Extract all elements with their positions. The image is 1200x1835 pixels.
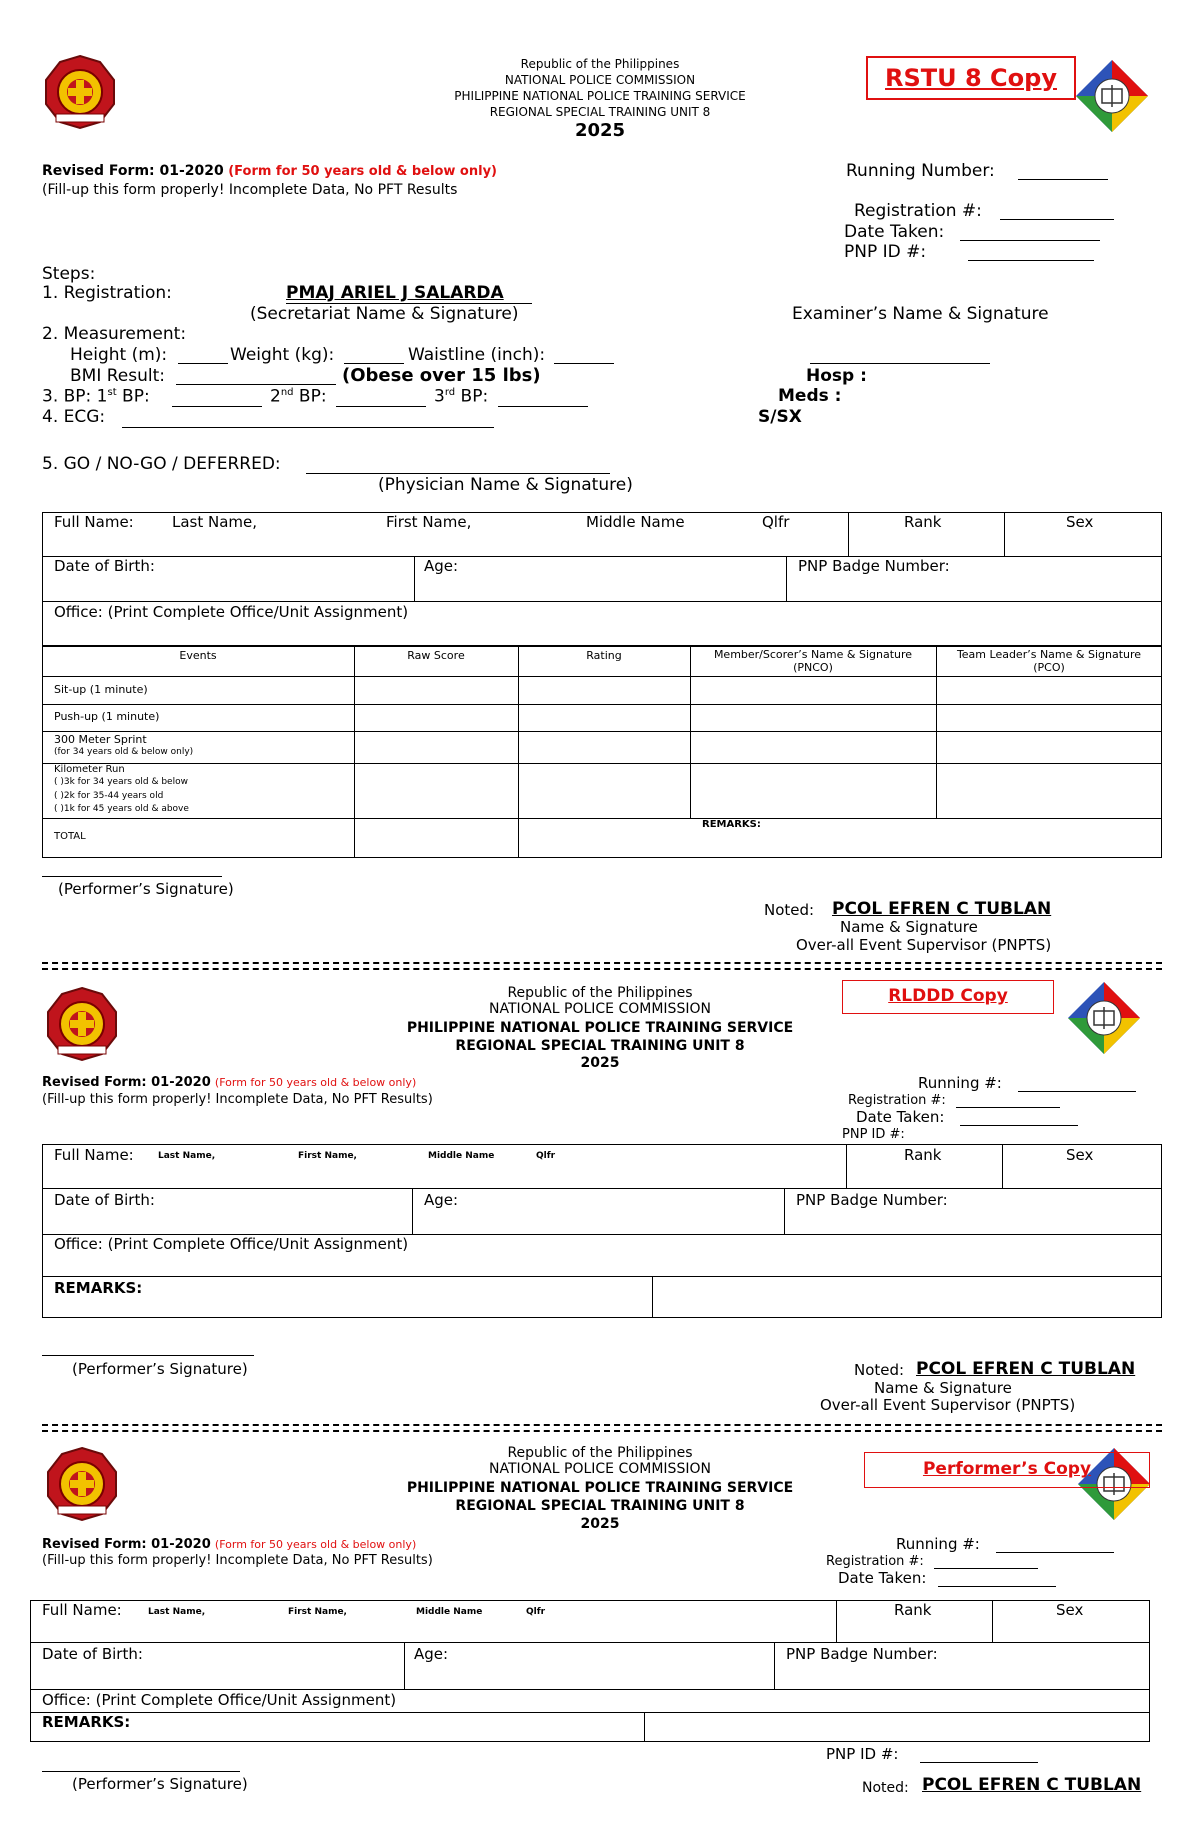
rstu-logo-icon: [1074, 58, 1150, 134]
qlfr-label: Qlfr: [762, 513, 790, 531]
office-label: Office: (Print Complete Office/Unit Assignment): [54, 1235, 409, 1253]
header-commission: NATIONAL POLICE COMMISSION: [489, 1461, 711, 1477]
event-total: TOTAL: [54, 831, 86, 842]
hosp-label: Hosp :: [806, 366, 867, 386]
step-registration: 1. Registration:: [42, 283, 172, 303]
height-label: Height (m):: [70, 345, 168, 365]
revised-label: Revised Form: 01-2020: [42, 1075, 211, 1090]
step-go-nogo: 5. GO / NO-GO / DEFERRED:: [42, 454, 281, 474]
rank-label: Rank: [904, 513, 942, 531]
revised-note: (Form for 50 years old & below only): [214, 1538, 417, 1551]
performer-signature: (Performer’s Signature): [72, 1360, 248, 1378]
weight-field[interactable]: [344, 363, 404, 364]
registration-label: Registration #:: [848, 1093, 946, 1108]
waistline-field[interactable]: [554, 363, 614, 364]
personal-info-table: [42, 1144, 1162, 1318]
first-name-label: First Name,: [288, 1607, 347, 1617]
first-name-label: First Name,: [386, 513, 472, 531]
pnp-id-field[interactable]: [920, 1762, 1038, 1763]
dob-label: Date of Birth:: [54, 557, 155, 575]
age-label: Age:: [414, 1645, 449, 1663]
physician-caption: (Physician Name & Signature): [378, 475, 633, 495]
badge-label: PNP Badge Number:: [796, 1191, 948, 1209]
divider-1: [42, 962, 1162, 970]
step-bp: [42, 388, 150, 406]
rstu-logo-icon: [1066, 980, 1142, 1056]
performer-signature-line[interactable]: [42, 1771, 240, 1772]
performer-signature-line[interactable]: [42, 1355, 254, 1356]
performer-signature-line[interactable]: [42, 876, 222, 877]
date-taken-field[interactable]: [960, 240, 1100, 241]
rstu-copy-stamp: RSTU 8 Copy: [866, 56, 1076, 100]
middle-name-label: Middle Name: [428, 1151, 495, 1161]
sex-label: Sex: [1066, 513, 1094, 531]
bp2-sup: nd: [280, 387, 294, 398]
bp1-bp: BP:: [122, 386, 150, 407]
revised-form: [42, 1076, 416, 1089]
office-label: Office: (Print Complete Office/Unit Assignment): [54, 603, 409, 621]
running-field[interactable]: [996, 1552, 1114, 1553]
running-number-field[interactable]: [1018, 179, 1108, 180]
dob-label: Date of Birth:: [42, 1645, 143, 1663]
dob-label: Date of Birth:: [54, 1191, 155, 1209]
team-leader-header: Team Leader’s Name & Signature (PCO): [956, 648, 1142, 675]
date-taken-label: Date Taken:: [856, 1108, 945, 1126]
height-field[interactable]: [178, 363, 228, 364]
go-nogo-field[interactable]: [306, 473, 610, 474]
secretariat-name: PMAJ ARIEL J SALARDA: [286, 283, 504, 303]
bmi-label: BMI Result:: [70, 366, 166, 386]
raw-score-header: Raw Score: [407, 649, 465, 662]
age-label: Age:: [424, 1191, 459, 1209]
weight-label: Weight (kg):: [230, 345, 335, 365]
bp1-sup: st: [107, 387, 117, 398]
rating-header: Rating: [586, 649, 622, 662]
revised-note: (Form for 50 years old & below only): [228, 164, 497, 179]
divider-2: [42, 1424, 1162, 1432]
qlfr-label: Qlfr: [536, 1151, 556, 1161]
event-pushup: Push-up (1 minute): [54, 710, 160, 723]
personal-info-table: [30, 1600, 1150, 1742]
qlfr-label: Qlfr: [526, 1607, 546, 1617]
bp1-label: 3. BP: 1: [42, 386, 108, 407]
ssx-label: S/SX: [758, 407, 802, 427]
pnp-id-label: PNP ID #:: [826, 1745, 899, 1763]
header-republic: Republic of the Philippines: [520, 57, 680, 71]
events-table: [42, 646, 1162, 858]
bmi-field[interactable]: [176, 384, 336, 385]
date-taken-label: Date Taken:: [844, 222, 945, 242]
event-sprint: 300 Meter Sprint: [54, 733, 147, 746]
noted-caption-name: Name & Signature: [874, 1379, 1012, 1397]
events-remarks: REMARKS:: [702, 819, 761, 830]
bp3-text: [434, 388, 488, 406]
performer-signature: (Performer’s Signature): [72, 1775, 248, 1793]
ecg-field[interactable]: [122, 427, 494, 428]
date-taken-field[interactable]: [938, 1586, 1056, 1587]
revised-form: [42, 164, 497, 178]
date-taken-field[interactable]: [960, 1125, 1078, 1126]
bp2-bp: BP:: [298, 386, 327, 407]
noted-label: Noted:: [862, 1780, 909, 1796]
running-number-label: Running Number:: [846, 161, 995, 181]
header-unit: REGIONAL SPECIAL TRAINING UNIT 8: [489, 105, 711, 119]
pnp-id-field[interactable]: [968, 260, 1094, 261]
registration-label: Registration #:: [826, 1554, 924, 1569]
header-commission: NATIONAL POLICE COMMISSION: [489, 1001, 711, 1017]
bp3-field[interactable]: [498, 406, 588, 407]
waistline-label: Waistline (inch):: [408, 345, 546, 365]
bp1-field[interactable]: [172, 406, 262, 407]
event-run-3k: ( )3k for 34 years old & below: [54, 777, 188, 787]
last-name-label: Last Name,: [158, 1151, 216, 1161]
obese-note: (Obese over 15 lbs): [342, 365, 541, 386]
running-label: Running #:: [918, 1074, 1002, 1092]
noted-caption-supervisor: Over-all Event Supervisor (PNPTS): [796, 936, 1052, 954]
performer-signature: (Performer’s Signature): [58, 880, 234, 898]
registration-field[interactable]: [956, 1107, 1060, 1108]
revised-form: [42, 1538, 416, 1551]
full-name-label: Full Name:: [54, 513, 134, 531]
rank-label: Rank: [904, 1146, 942, 1164]
event-situp: Sit-up (1 minute): [54, 683, 148, 696]
step-measurement: 2. Measurement:: [42, 324, 187, 344]
pnp-logo-icon: [44, 1446, 120, 1522]
running-field[interactable]: [1018, 1091, 1136, 1092]
age-label: Age:: [424, 557, 459, 575]
bp2-field[interactable]: [336, 406, 426, 407]
badge-label: PNP Badge Number:: [798, 557, 950, 575]
fillup-note: (Fill-up this form properly! Incomplete Data, No PFT Results): [42, 1092, 433, 1107]
bp3-sup: rd: [444, 387, 456, 398]
noted-label: Noted:: [764, 901, 815, 919]
header-year: 2025: [574, 120, 626, 141]
step-ecg: 4. ECG:: [42, 407, 106, 427]
noted-label: Noted:: [854, 1361, 905, 1379]
header-commission: NATIONAL POLICE COMMISSION: [504, 73, 696, 87]
header-service: PHILIPPINE NATIONAL POLICE TRAINING SERVICE: [454, 89, 746, 103]
header-year: 2025: [580, 1055, 620, 1071]
header-republic: Republic of the Philippines: [507, 1445, 693, 1461]
header-year: 2025: [580, 1516, 620, 1532]
events-header: Events: [179, 649, 217, 662]
sex-label: Sex: [1056, 1601, 1084, 1619]
pnp-id-label: PNP ID #:: [844, 242, 927, 262]
examiner-signature-line[interactable]: [810, 363, 990, 364]
pnp-logo-icon: [44, 986, 120, 1062]
middle-name-label: Middle Name: [416, 1607, 483, 1617]
registration-field[interactable]: [1000, 219, 1114, 220]
full-name-label: Full Name:: [54, 1146, 134, 1164]
revised-label: Revised Form: 01-2020: [42, 163, 224, 179]
registration-label: Registration #:: [854, 201, 982, 221]
revised-note: (Form for 50 years old & below only): [214, 1076, 417, 1089]
event-sprint-note: (for 34 years old & below only): [54, 747, 194, 757]
date-taken-label: Date Taken:: [838, 1569, 927, 1587]
remarks-label: REMARKS:: [42, 1713, 131, 1731]
header-unit: REGIONAL SPECIAL TRAINING UNIT 8: [455, 1038, 745, 1054]
header-unit: REGIONAL SPECIAL TRAINING UNIT 8: [455, 1498, 745, 1514]
noted-name: PCOL EFREN C TUBLAN: [916, 1359, 1136, 1379]
first-name-label: First Name,: [298, 1151, 357, 1161]
fillup-note: (Fill-up this form properly! Incomplete Data, No PFT Results: [42, 182, 458, 198]
pnp-logo-icon: [42, 54, 118, 130]
performer-copy-stamp: Performer’s Copy: [864, 1452, 1150, 1488]
bp2-num: 2: [270, 386, 281, 407]
rlddd-copy-stamp: RLDDD Copy: [842, 980, 1054, 1014]
event-run: Kilometer Run: [54, 764, 125, 775]
last-name-label: Last Name,: [148, 1607, 206, 1617]
sex-label: Sex: [1066, 1146, 1094, 1164]
office-label: Office: (Print Complete Office/Unit Assignment): [42, 1691, 397, 1709]
remarks-label: REMARKS:: [54, 1279, 143, 1297]
bp2-text: [270, 388, 327, 406]
scorer-header: Member/Scorer’s Name & Signature (PNCO): [713, 648, 913, 675]
running-label: Running #:: [896, 1535, 980, 1553]
event-run-1k: ( )1k for 45 years old & above: [54, 804, 189, 814]
revised-label: Revised Form: 01-2020: [42, 1537, 211, 1552]
fillup-note: (Fill-up this form properly! Incomplete Data, No PFT Results): [42, 1553, 433, 1568]
personal-info-table: [42, 512, 1162, 646]
pnp-id-label: PNP ID #:: [842, 1127, 905, 1142]
registration-field[interactable]: [934, 1568, 1038, 1569]
bp3-num: 3: [434, 386, 445, 407]
noted-caption-supervisor: Over-all Event Supervisor (PNPTS): [820, 1396, 1076, 1414]
middle-name-label: Middle Name: [586, 513, 685, 531]
steps-label: Steps:: [42, 264, 96, 284]
noted-name: PCOL EFREN C TUBLAN: [832, 899, 1052, 919]
examiner-caption: Examiner’s Name & Signature: [792, 304, 1049, 324]
noted-caption-name: Name & Signature: [840, 918, 978, 936]
header-service: PHILIPPINE NATIONAL POLICE TRAINING SERVICE: [406, 1020, 794, 1036]
full-name-label: Full Name:: [42, 1601, 122, 1619]
header-republic: Republic of the Philippines: [507, 985, 693, 1001]
meds-label: Meds :: [778, 386, 842, 406]
header-service: PHILIPPINE NATIONAL POLICE TRAINING SERVICE: [406, 1480, 794, 1496]
last-name-label: Last Name,: [172, 513, 258, 531]
event-run-2k: ( )2k for 35-44 years old: [54, 791, 164, 801]
rank-label: Rank: [894, 1601, 932, 1619]
bp3-bp: BP:: [460, 386, 489, 407]
noted-name: PCOL EFREN C TUBLAN: [922, 1775, 1142, 1795]
secretariat-caption: (Secretariat Name & Signature): [250, 304, 519, 324]
badge-label: PNP Badge Number:: [786, 1645, 938, 1663]
